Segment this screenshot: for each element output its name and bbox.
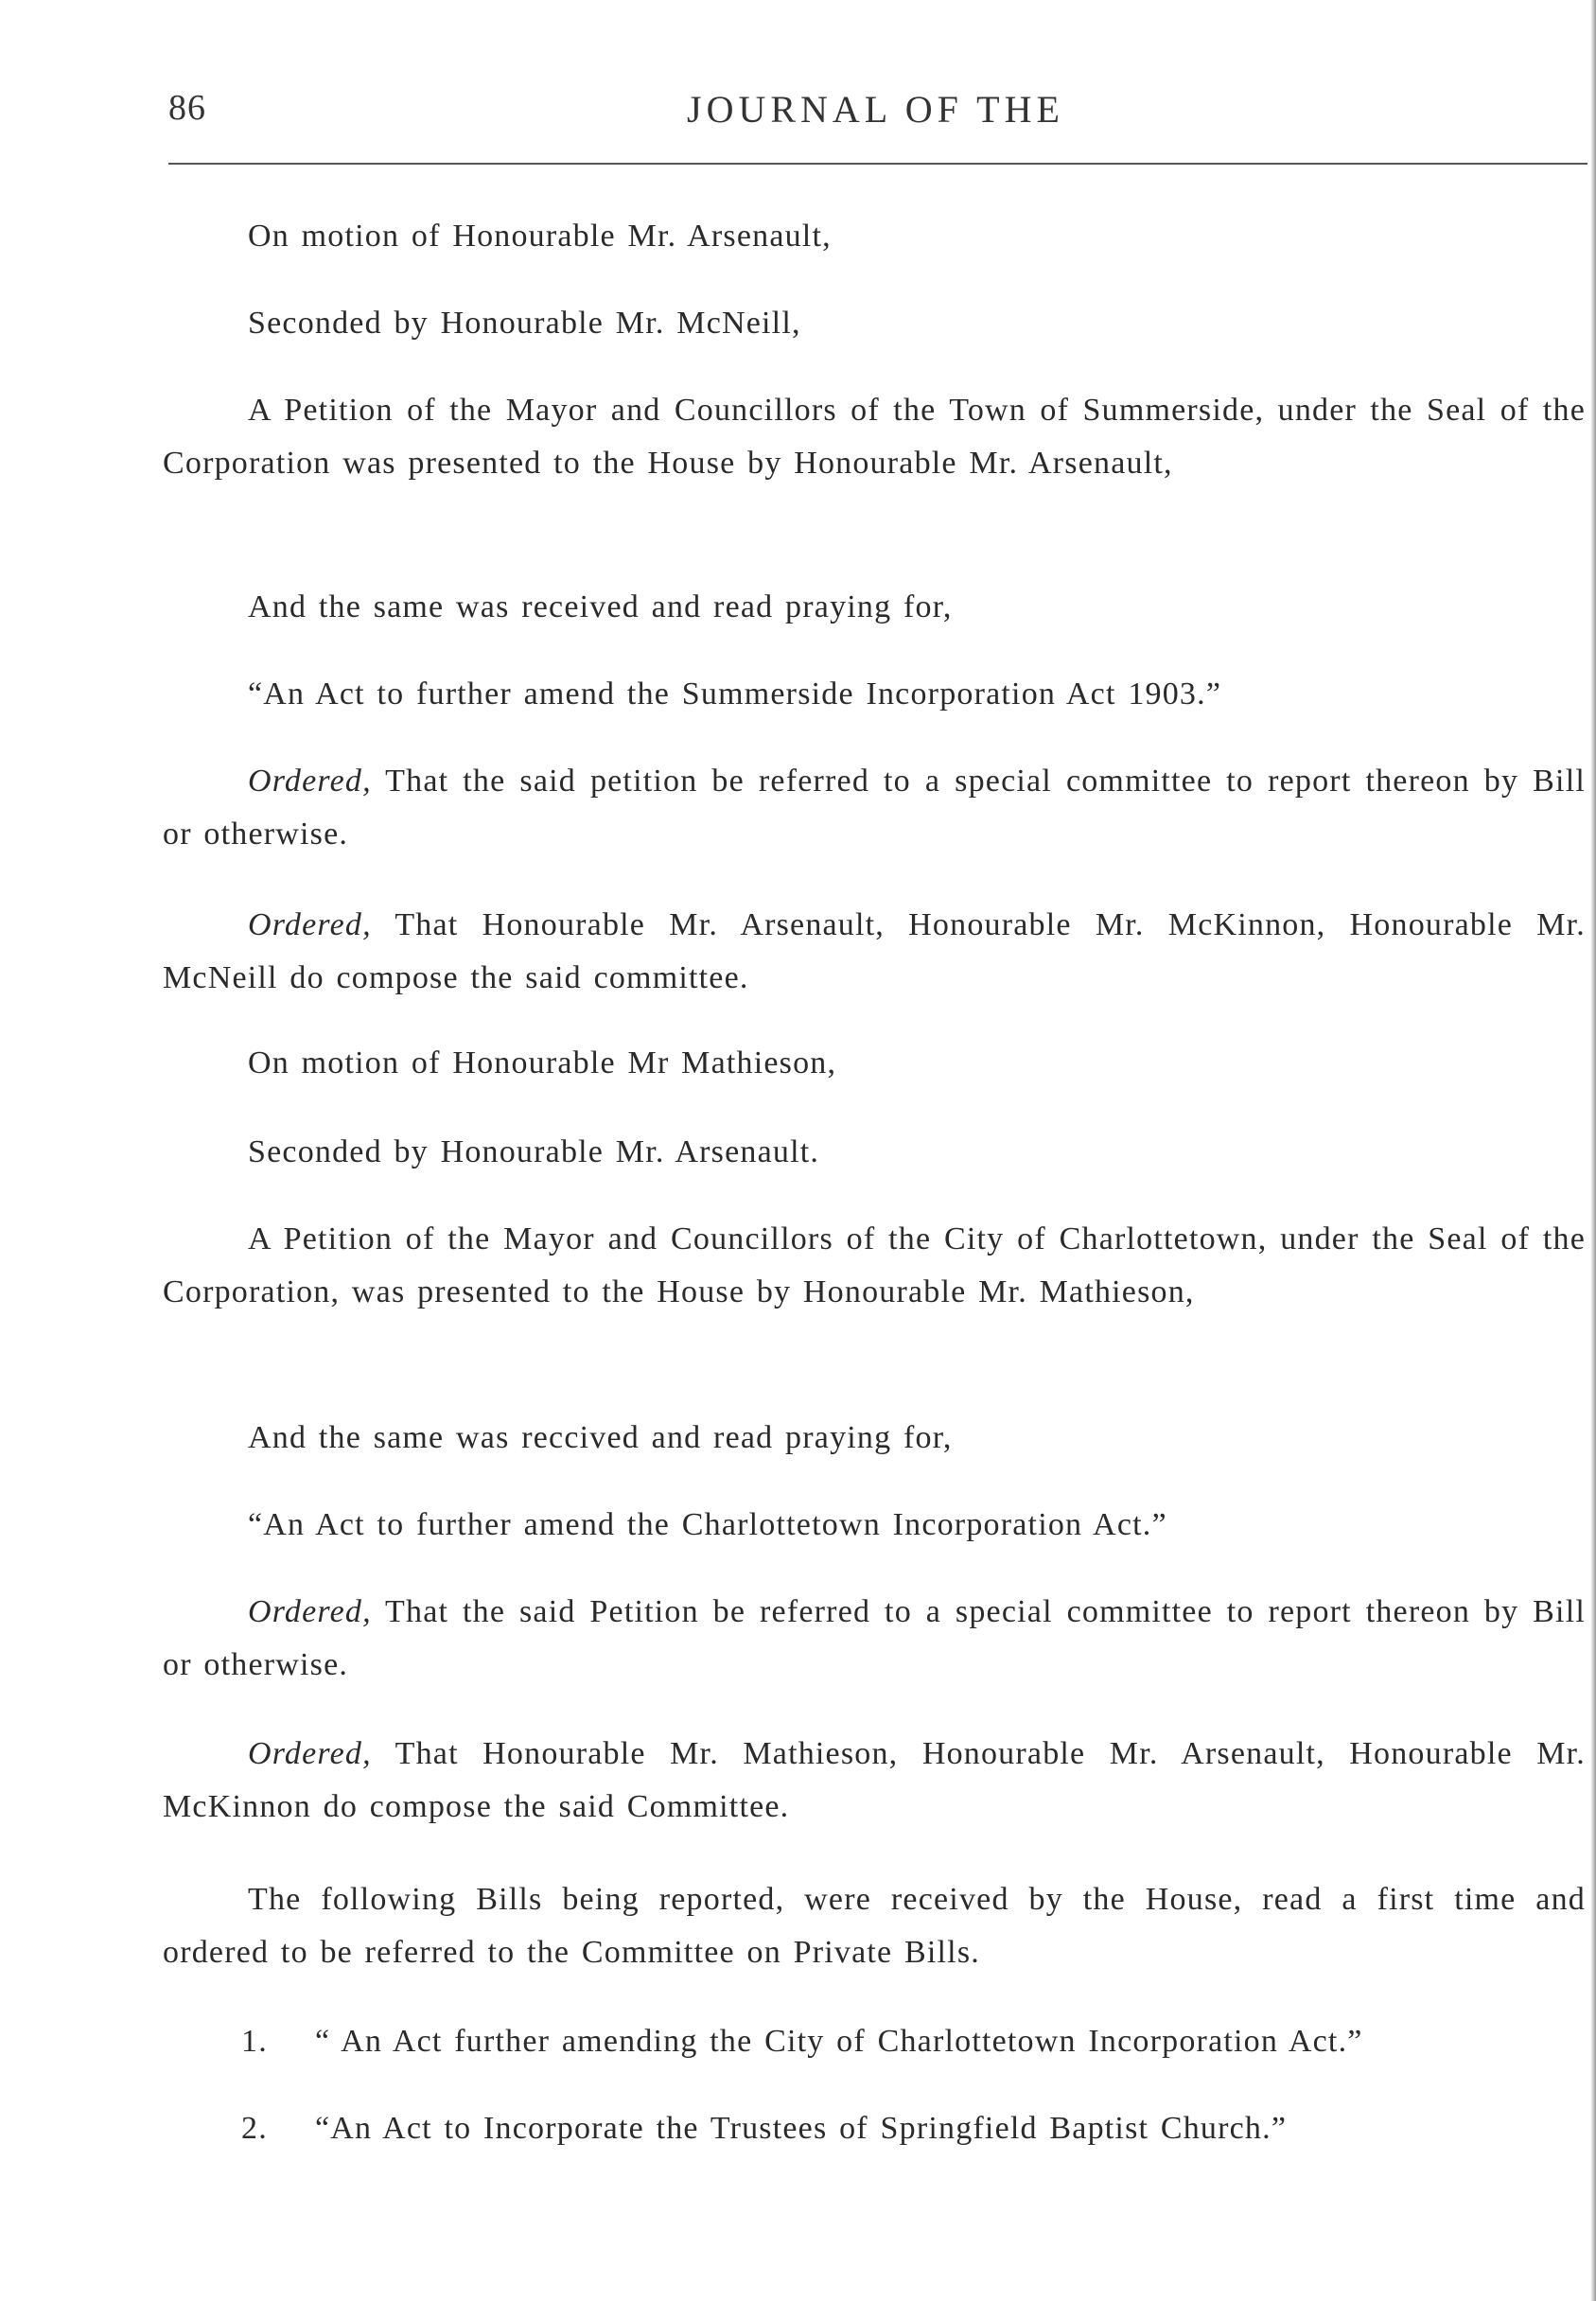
bill-list-item (241, 2102, 1585, 2155)
paragraph-text: On motion of Honourable Mr. Arsenault, (248, 219, 832, 254)
paragraph-text: A Petition of the Mayor and Councillors of the Town of Summerside, under the Seal of the Corporation was presented to the House by Honourable Mr. Arsenault, (163, 393, 1586, 481)
paragraph-text: “An Act to further amend the Charlottetown Incorporation Act.” (248, 1507, 1167, 1542)
petition-paragraph (163, 1213, 1586, 1319)
ordered-label: Ordered, (248, 907, 372, 942)
ordered-label: Ordered, (248, 764, 372, 799)
page-header (168, 87, 1587, 144)
received-paragraph (248, 581, 1586, 634)
paragraph-text: A Petition of the Mayor and Councillors of the City of Charlottetown, under the Seal of the Corporation, was presented to the House by Honourable Mr. Mathieson, (163, 1221, 1586, 1309)
running-head: JOURNAL OF THE (687, 88, 1064, 131)
ordered-label: Ordered, (248, 1594, 372, 1629)
bill-list-item (241, 2015, 1585, 2068)
received-paragraph (248, 1412, 1586, 1465)
order-paragraph (163, 755, 1586, 861)
paragraph-text: “An Act to further amend the Summerside Incorporation Act 1903.” (248, 676, 1222, 711)
bill-title: “ An Act further amending the City of Charlottetown Incorporation Act.” (315, 2024, 1363, 2059)
order-paragraph (163, 899, 1586, 1005)
paragraph-text: On motion of Honourable Mr Mathieson, (248, 1045, 837, 1080)
paragraph-text: Seconded by Honourable Mr. Arsenault. (248, 1134, 820, 1169)
paragraph-text: Seconded by Honourable Mr. McNeill, (248, 306, 801, 341)
header-rule (168, 163, 1587, 165)
motion-paragraph (248, 1037, 1586, 1090)
bill-number: 2. (241, 2111, 268, 2146)
paragraph-text: The following Bills being reported, were received by the House, read a first time and ordered to be referred to the Committee on Private Bills. (163, 1882, 1586, 1970)
paragraph-text: That Honourable Mr. Arsenault, Honourable Mr. McKinnon, Honourable Mr. McNeill do compose the said committee. (163, 907, 1586, 995)
motion-paragraph (248, 210, 1586, 263)
page-number: 86 (168, 88, 206, 128)
order-paragraph (163, 1728, 1586, 1834)
bill-title: “An Act to Incorporate the Trustees of Springfield Baptist Church.” (315, 2111, 1288, 2146)
paragraph-text: And the same was received and read praying for, (248, 589, 953, 624)
paragraph-text: That the said petition be referred to a special committee to report thereon by Bill or otherwise. (163, 764, 1586, 852)
order-paragraph (163, 1586, 1586, 1692)
act-title-paragraph (248, 1499, 1586, 1552)
seconded-paragraph (248, 297, 1586, 350)
bill-number: 1. (241, 2024, 268, 2059)
bills-intro-paragraph (163, 1873, 1586, 1979)
ordered-label: Ordered, (248, 1736, 372, 1771)
act-title-paragraph (248, 668, 1586, 721)
page-edge-shadow (1590, 0, 1596, 2301)
paragraph-text: That Honourable Mr. Mathieson, Honourable Mr. Arsenault, Honourable Mr. McKinnon do compose the said Committee. (163, 1736, 1586, 1824)
paragraph-text: That the said Petition be referred to a special committee to report thereon by Bill or otherwise. (163, 1594, 1586, 1682)
petition-paragraph (163, 384, 1586, 490)
seconded-paragraph (248, 1126, 1586, 1179)
paragraph-text: And the same was reccived and read praying for, (248, 1420, 953, 1455)
